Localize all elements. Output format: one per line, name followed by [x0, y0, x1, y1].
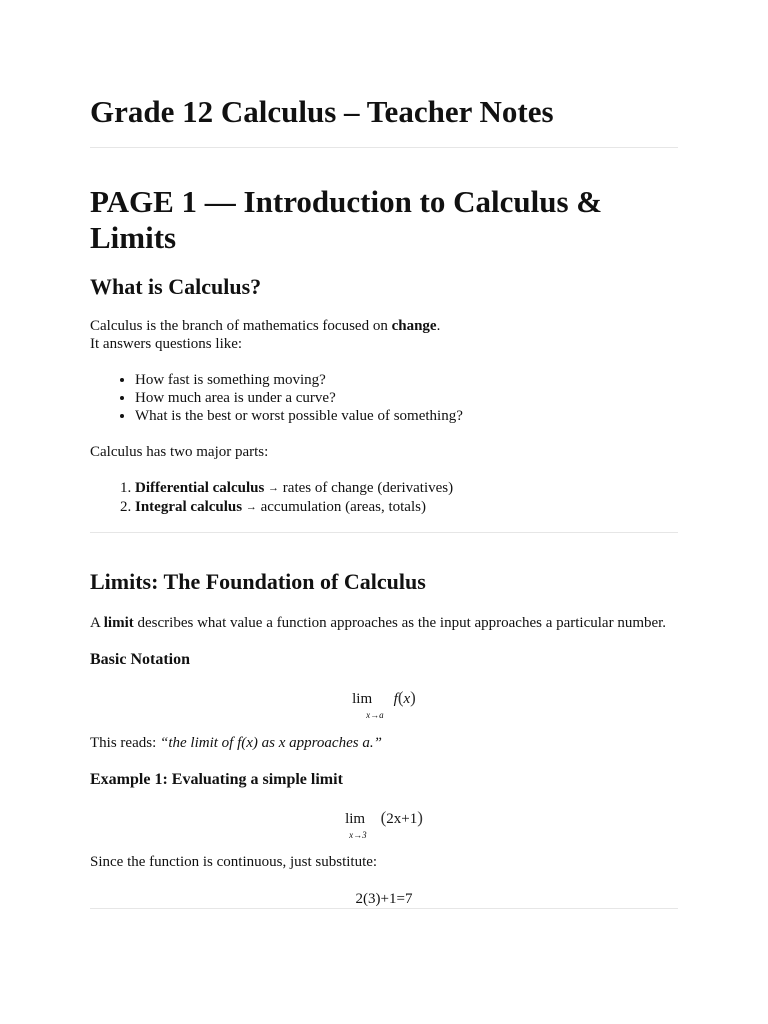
- list-item: [135, 479, 453, 498]
- lim-subscript: x→a: [366, 710, 384, 720]
- definition-bold-word: limit: [103, 615, 134, 631]
- part-description: rates of change (derivatives): [279, 480, 454, 496]
- intro-end: .: [436, 318, 441, 334]
- definition-rest: describes what value a function approaches as the input approaches a particular number.: [133, 615, 667, 631]
- reading-label: This reads:: [90, 735, 160, 751]
- list-item: • What is the best or worst possible value of something?: [135, 407, 463, 425]
- page-title: PAGE 1 — Introduction to Calculus & Limits: [90, 184, 603, 255]
- definition-text: A: [90, 615, 104, 631]
- intro-line-2: It answers questions like:: [90, 336, 243, 352]
- intro-bold-word: change: [391, 318, 437, 334]
- part-name: Differential calculus: [135, 480, 265, 496]
- notation-reading: [90, 734, 382, 752]
- substitution-text: Since the function is continuous, just substitute:: [90, 854, 378, 870]
- lim-subscript: x→3: [349, 830, 367, 840]
- lim-text: lim: [352, 691, 373, 707]
- result-formula: 2(3)+1=7: [355, 891, 413, 907]
- section-heading-limits: Limits: The Foundation of Calculus: [90, 569, 426, 594]
- list-item: • How fast is something moving?: [135, 371, 463, 389]
- intro-paragraph: [90, 317, 440, 353]
- list-item: • How much area is under a curve?: [135, 389, 463, 407]
- list-item: [135, 498, 453, 517]
- subheading-basic-notation: Basic Notation: [90, 651, 190, 668]
- lim-operator: [345, 810, 367, 840]
- example-formula: lim x→3 (2x+1): [0, 809, 768, 828]
- arrow-icon: →: [268, 482, 280, 494]
- lim-operator: [352, 690, 384, 720]
- arrow-icon: →: [245, 501, 257, 513]
- divider: [90, 908, 678, 909]
- document-title: Grade 12 Calculus – Teacher Notes: [90, 94, 554, 129]
- parts-intro: Calculus has two major parts:: [90, 444, 269, 460]
- part-name: Integral calculus: [135, 499, 243, 515]
- limit-definition: [90, 614, 666, 632]
- part-description: accumulation (areas, totals): [256, 499, 426, 515]
- section-heading-what-is-calculus: What is Calculus?: [90, 274, 262, 299]
- function-argument: x: [403, 691, 411, 707]
- reading-italic: “the limit of f(x) as x approaches a.”: [159, 735, 382, 751]
- function-name: f: [393, 691, 398, 707]
- divider: [90, 532, 678, 533]
- parts-list: [90, 479, 453, 517]
- questions-list: [90, 371, 463, 425]
- subheading-example-1: Example 1: Evaluating a simple limit: [90, 771, 343, 788]
- divider: [90, 147, 678, 148]
- notation-formula: lim x→a f(x): [0, 689, 768, 708]
- intro-text: Calculus is the branch of mathematics focused on: [90, 318, 392, 334]
- example-expression: 2x+1: [386, 811, 418, 827]
- lim-text: lim: [345, 811, 366, 827]
